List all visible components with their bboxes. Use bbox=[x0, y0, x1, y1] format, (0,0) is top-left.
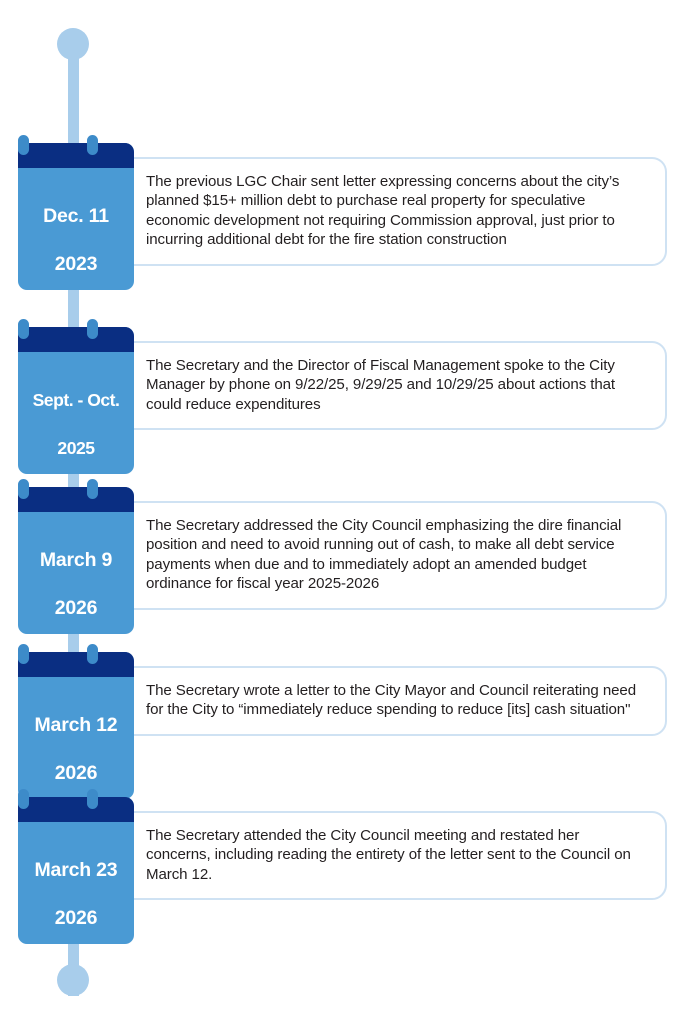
event-date-badge bbox=[18, 797, 134, 944]
calendar-ring-icon bbox=[87, 479, 98, 499]
event-date-label bbox=[18, 822, 134, 944]
event-description-text: The Secretary attended the City Council meeting and restated her concerns, including reading the entirety of the letter sent to the Council on March 12. bbox=[146, 827, 631, 883]
calendar-ring-icon bbox=[18, 789, 29, 809]
event-date-year: 2026 bbox=[54, 762, 98, 784]
event-description-card bbox=[100, 811, 667, 900]
event-date-badge bbox=[18, 652, 134, 799]
calendar-ring-icon bbox=[18, 135, 29, 155]
event-date-badge bbox=[18, 143, 134, 290]
calendar-header-bar bbox=[18, 797, 134, 822]
event-date-day: March 12 bbox=[34, 714, 118, 736]
event-date-day: Dec. 11 bbox=[43, 205, 109, 227]
event-date-label bbox=[18, 168, 134, 290]
calendar-ring-icon bbox=[87, 789, 98, 809]
timeline-end-marker bbox=[57, 964, 89, 996]
event-date-badge bbox=[18, 487, 134, 634]
calendar-header-bar bbox=[18, 652, 134, 677]
event-date-year: 2026 bbox=[54, 907, 98, 929]
event-date-day: Sept. - Oct. bbox=[32, 390, 120, 410]
calendar-header-bar bbox=[18, 327, 134, 352]
calendar-header-bar bbox=[18, 143, 134, 168]
event-date-label bbox=[18, 512, 134, 634]
event-date-day: March 23 bbox=[34, 859, 118, 881]
event-description-text: The Secretary addressed the City Council emphasizing the dire financial position and need to avoid running out of cash, to make all debt service payments when due and to immediately adopt an amended budget ordinance for fiscal year 2025-2026 bbox=[146, 517, 622, 593]
calendar-ring-icon bbox=[87, 135, 98, 155]
event-date-badge bbox=[18, 327, 134, 474]
event-description-text: The Secretary and the Director of Fiscal Management spoke to the City Manager by phone on 9/22/25, 9/29/25 and 10/29/25 about actions that could reduce expenditures bbox=[146, 357, 616, 413]
event-date-label bbox=[18, 677, 134, 799]
calendar-ring-icon bbox=[18, 479, 29, 499]
event-description-card bbox=[100, 157, 667, 266]
calendar-ring-icon bbox=[87, 319, 98, 339]
event-date-year: 2025 bbox=[57, 438, 95, 458]
event-description-card bbox=[100, 501, 667, 610]
event-description-text: The Secretary wrote a letter to the City Mayor and Council reiterating need for the City to “immediately reduce spending to reduce [its] cash situation" bbox=[146, 682, 636, 719]
event-date-year: 2023 bbox=[54, 253, 98, 275]
event-description-text: The previous LGC Chair sent letter expressing concerns about the city’s planned $15+ million debt to purchase real property for speculative economic development not requiring Commission approval, just prior to incurring additional debt for the fire station construction bbox=[146, 173, 620, 249]
calendar-ring-icon bbox=[87, 644, 98, 664]
event-date-year: 2026 bbox=[54, 597, 98, 619]
event-date-day: March 9 bbox=[39, 549, 113, 571]
event-description-card bbox=[100, 666, 667, 736]
calendar-ring-icon bbox=[18, 319, 29, 339]
timeline-start-marker bbox=[57, 28, 89, 60]
event-description-card bbox=[100, 341, 667, 430]
calendar-header-bar bbox=[18, 487, 134, 512]
calendar-ring-icon bbox=[18, 644, 29, 664]
event-date-label bbox=[18, 352, 134, 474]
